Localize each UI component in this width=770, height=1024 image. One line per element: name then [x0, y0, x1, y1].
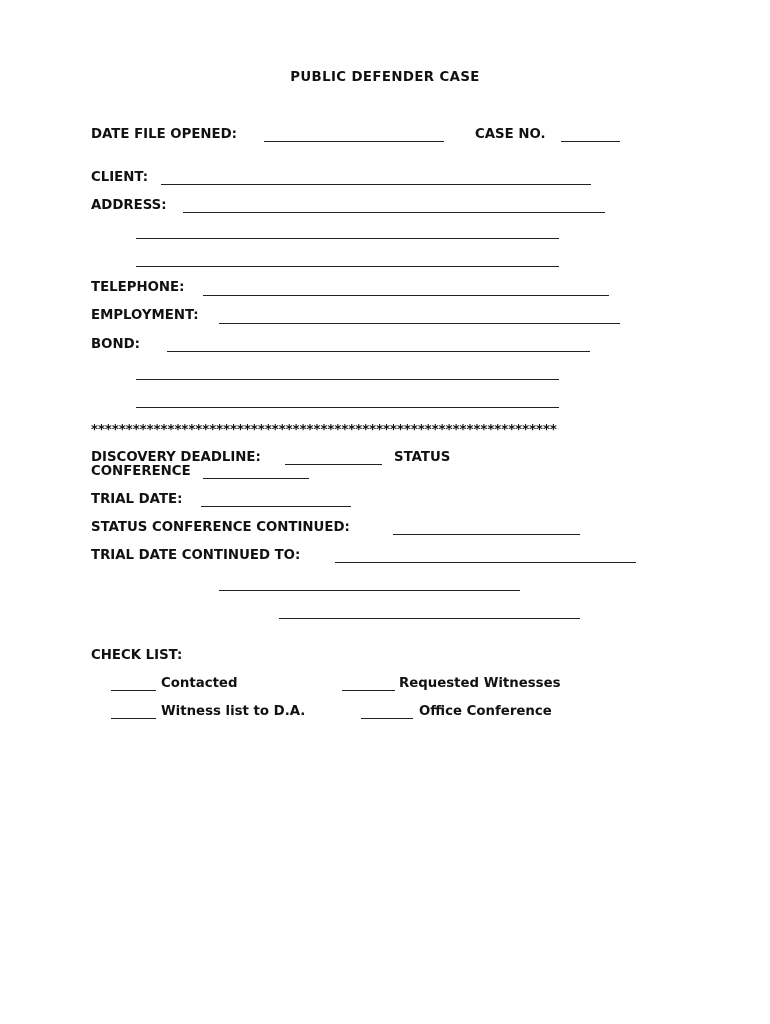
asterisk-separator: *******************************************************************: [91, 423, 557, 438]
address-field-3[interactable]: [136, 266, 559, 267]
check-item-contacted: Contacted: [161, 676, 238, 691]
trial-date-continued-field-2[interactable]: [219, 590, 520, 591]
telephone-field[interactable]: [203, 295, 609, 296]
check-blank-office-conference[interactable]: [361, 718, 413, 719]
bond-field-2[interactable]: [136, 379, 559, 380]
status-conference-field[interactable]: [203, 478, 309, 479]
case-no-field[interactable]: [561, 141, 620, 142]
status-conference-continued-label: STATUS CONFERENCE CONTINUED:: [91, 520, 350, 535]
address-field-2[interactable]: [136, 238, 559, 239]
date-file-opened-label: DATE FILE OPENED:: [91, 127, 237, 142]
bond-label: BOND:: [91, 337, 140, 352]
case-no-label: CASE NO.: [475, 127, 546, 142]
check-list-heading: CHECK LIST:: [91, 648, 183, 663]
check-blank-requested-witnesses[interactable]: [342, 690, 395, 691]
page-title: PUBLIC DEFENDER CASE: [290, 70, 480, 85]
address-field-1[interactable]: [183, 212, 605, 213]
client-field[interactable]: [161, 184, 591, 185]
check-item-requested-witnesses: Requested Witnesses: [399, 676, 561, 691]
discovery-deadline-field[interactable]: [285, 464, 382, 465]
employment-field[interactable]: [219, 323, 620, 324]
trial-date-continued-field-3[interactable]: [279, 618, 580, 619]
check-item-office-conference: Office Conference: [419, 704, 552, 719]
address-label: ADDRESS:: [91, 198, 167, 213]
bond-field-3[interactable]: [136, 407, 559, 408]
trial-date-continued-label: TRIAL DATE CONTINUED TO:: [91, 548, 301, 563]
check-blank-contacted[interactable]: [111, 690, 156, 691]
client-label: CLIENT:: [91, 170, 149, 185]
bond-field-1[interactable]: [167, 351, 590, 352]
trial-date-field[interactable]: [201, 506, 351, 507]
check-item-witness-list: Witness list to D.A.: [161, 704, 306, 719]
telephone-label: TELEPHONE:: [91, 280, 185, 295]
discovery-deadline-label: DISCOVERY DEADLINE:: [91, 450, 261, 465]
date-file-opened-field[interactable]: [264, 141, 444, 142]
trial-date-label: TRIAL DATE:: [91, 492, 183, 507]
employment-label: EMPLOYMENT:: [91, 308, 199, 323]
check-blank-witness-list[interactable]: [111, 718, 156, 719]
status-label: STATUS: [394, 450, 451, 465]
trial-date-continued-field-1[interactable]: [335, 562, 636, 563]
conference-label: CONFERENCE: [91, 464, 191, 479]
status-conference-continued-field[interactable]: [393, 534, 580, 535]
